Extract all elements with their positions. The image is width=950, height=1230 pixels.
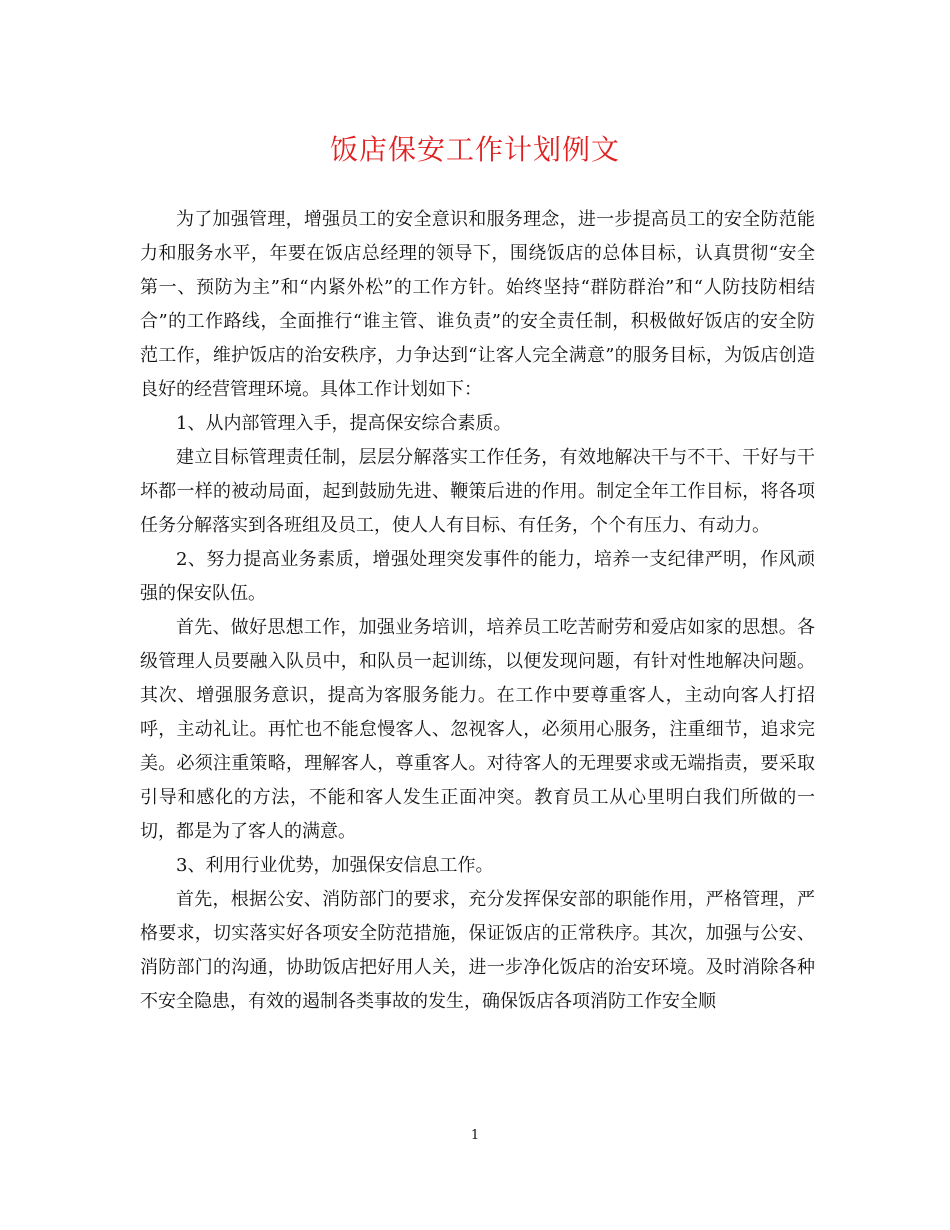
paragraph-section-2: 首先、做好思想工作，加强业务培训，培养员工吃苦耐劳和爱店如家的思想。各级管理人员要融入队员中，和队员一起训练，以便发现问题，有针对性地解决问题。其次、增强服务意识，提高为客服务能力。在工作中要尊重客人，主动向客人打招呼，主动礼让。再忙也不能怠慢客人、忽视客人，必须用心服务，注重细节，追求完美。必须注重策略，理解客人，尊重客人。对待客人的无理要求或无端指责，要采取引导和感化的方法，不能和客人发生正面冲突。教育员工从心里明白我们所做的一切，都是为了客人的满意。: [140, 617, 815, 842]
page-number: 1: [470, 1128, 480, 1143]
section-heading-3: 3、利用行业优势，加强保安信息工作。: [176, 855, 494, 876]
paragraph-section-1: 建立目标管理责任制，层层分解落实工作任务，有效地解决干与不干、干好与干坏都一样的被动局面，起到鼓励先进、鞭策后进的作用。制定全年工作目标，将各项任务分解落实到各班组及员工，使人人有目标、有任务，个个有压力、有动力。: [140, 447, 815, 536]
document-title: 饭店保安工作计划例文: [329, 133, 620, 166]
section-heading-2: 2、努力提高业务素质，增强处理突发事件的能力，培养一支纪律严明，作风顽强的保安队伍。: [140, 549, 815, 604]
paragraph-section-3: 首先，根据公安、消防部门的要求，充分发挥保安部的职能作用，严格管理，严格要求，切实落实好各项安全防范措施，保证饭店的正常秩序。其次，加强与公安、消防部门的沟通，协助饭店把好用人关，进一步净化饭店的治安环境。及时消除各种不安全隐患，有效的遏制各类事故的发生，确保饭店各项消防工作安全顺: [140, 889, 815, 1012]
document-body: [140, 203, 815, 1019]
paragraph-intro: 为了加强管理，增强员工的安全意识和服务理念，进一步提高员工的安全防范能力和服务水平，年要在饭店总经理的领导下，围绕饭店的总体目标，认真贯彻“安全第一、预防为主”和“内紧外松”的工作方针。始终坚持“群防群治”和“人防技防相结合”的工作路线，全面推行“谁主管、谁负责”的安全责任制，积极做好饭店的安全防范工作，维护饭店的治安秩序，力争达到“让客人完全满意”的服务目标，为饭店创造良好的经营管理环境。具体工作计划如下：: [140, 209, 815, 400]
section-heading-1: 1、从内部管理入手，提高保安综合素质。: [176, 413, 512, 434]
